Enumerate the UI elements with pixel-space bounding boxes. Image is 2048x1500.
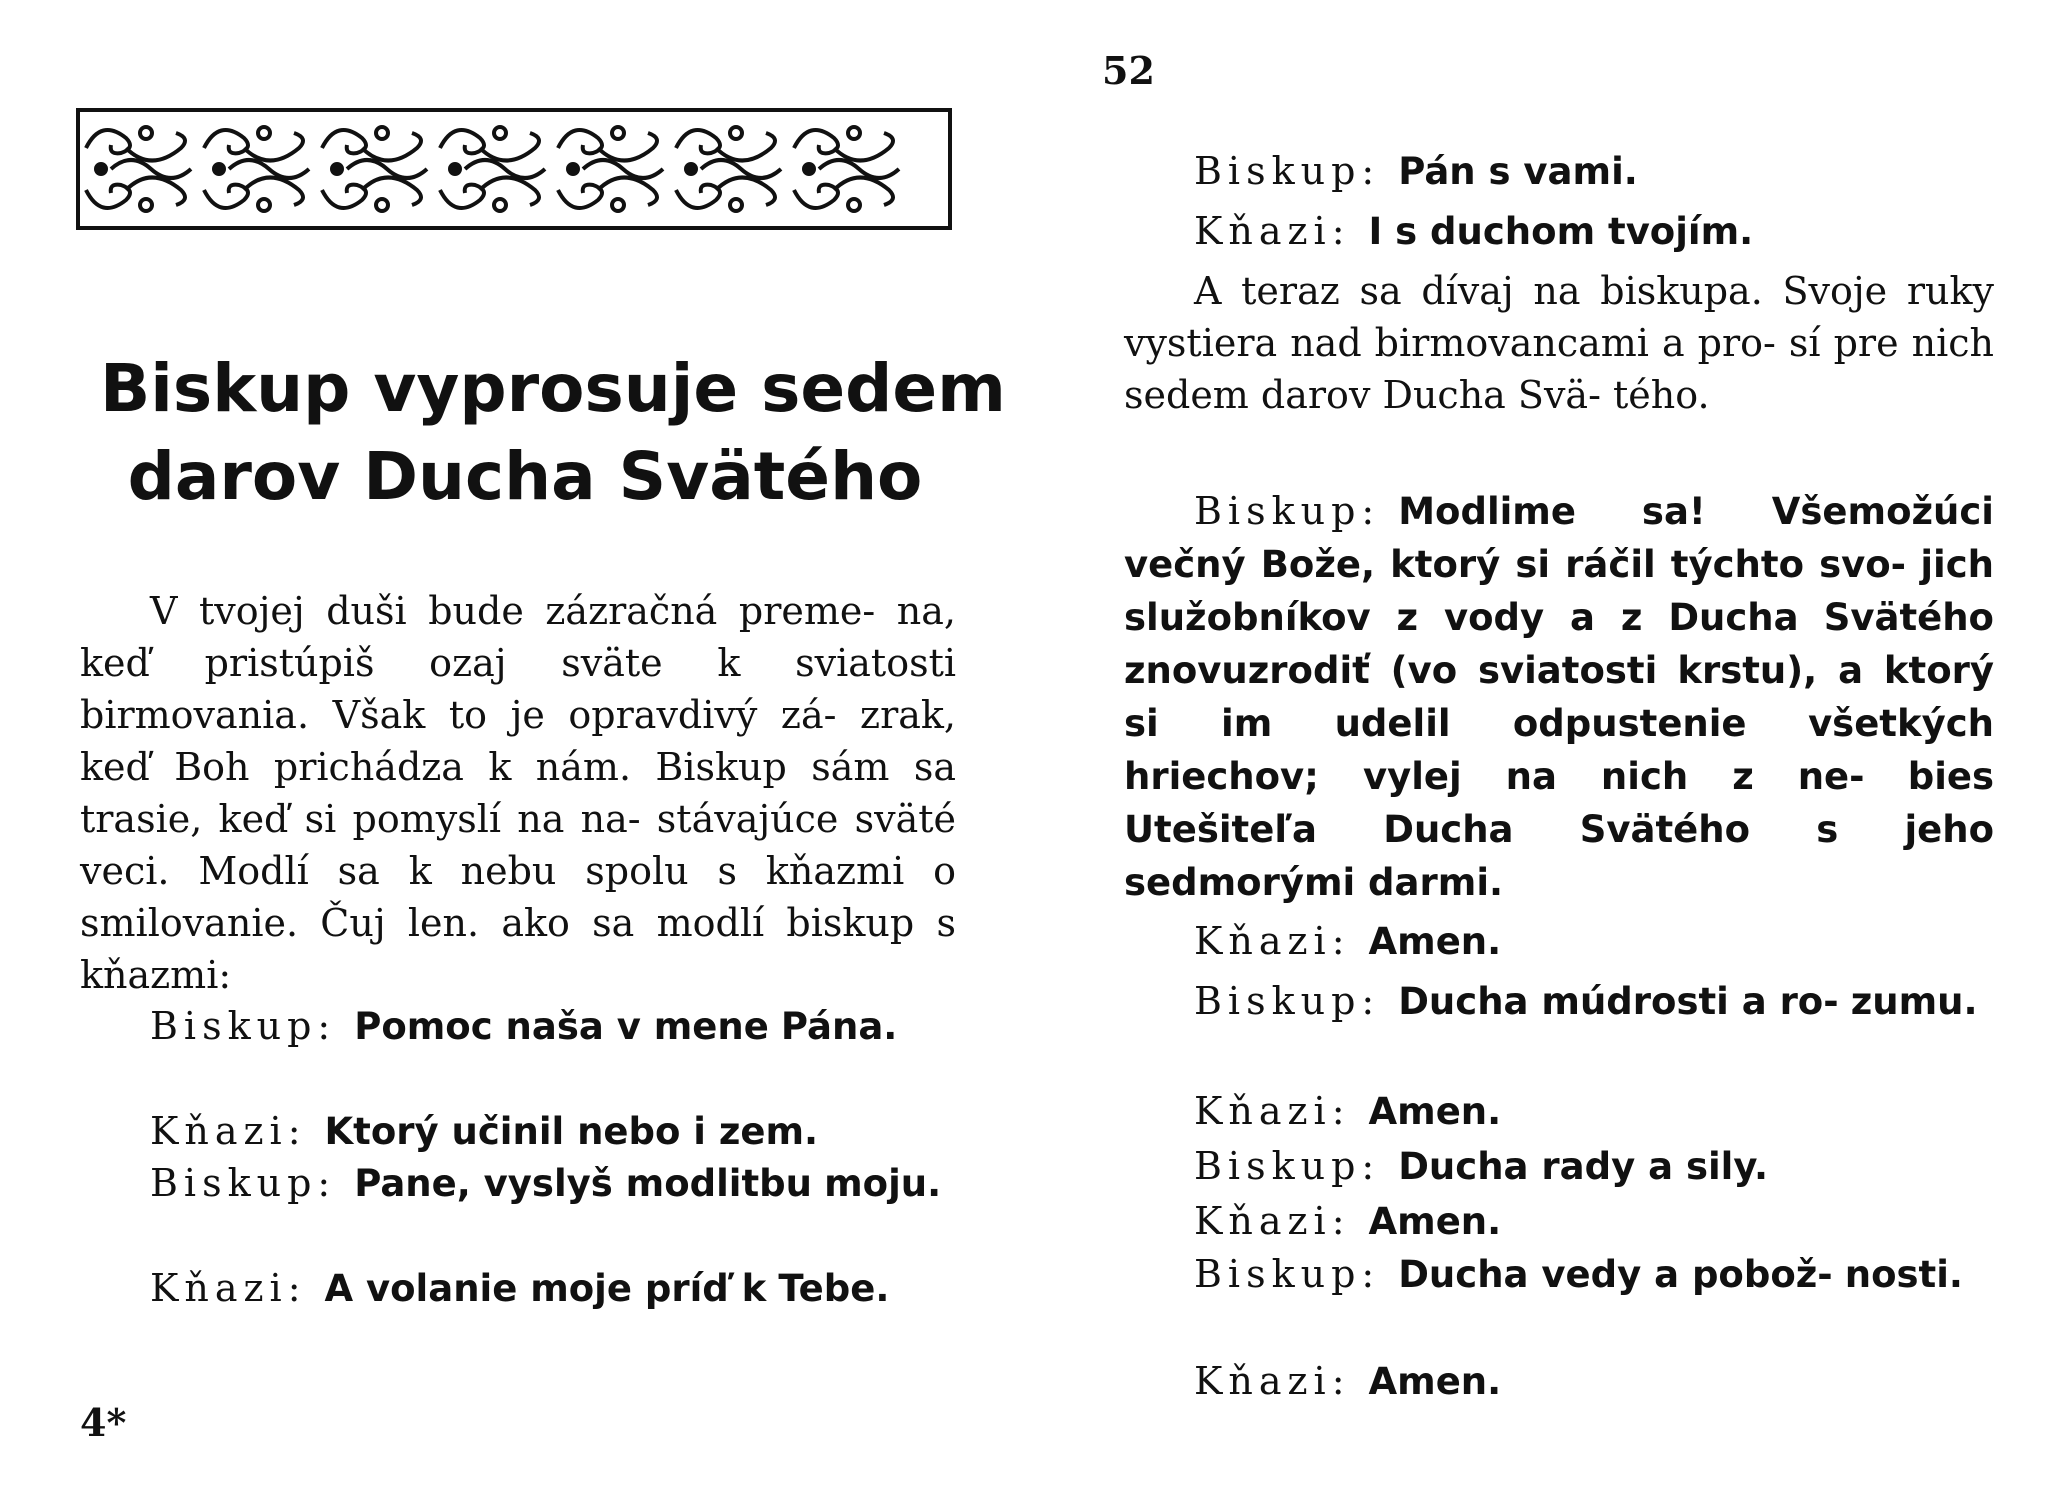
speaker-label: Biskup: [1194, 489, 1381, 533]
dialogue-text: Ducha rady a sily. [1398, 1145, 1769, 1188]
dialogue-line [1124, 975, 1994, 1028]
signature-mark: 4* [80, 1400, 127, 1445]
dialogue-text: Ducha vedy a pobož- [1398, 1253, 1833, 1296]
speaker-label: Kňazi: [1194, 919, 1351, 963]
dialogue-text: A volanie moje príď k [324, 1267, 767, 1310]
dialogue-line [1124, 915, 1994, 968]
right-page [1024, 0, 2048, 1500]
prayer-text: všetkých hriechov; vylej na nich z ne- [1124, 702, 1994, 798]
prayer-text: sedmorými darmi. [1124, 861, 1504, 904]
text-line: ruky vystiera nad birmovancami a pro- [1124, 269, 1994, 365]
dialogue-text: zumu. [1850, 980, 1978, 1023]
text-line: birmovania. Však to je opravdivý zá- [80, 693, 837, 737]
dialogue-line [1124, 1140, 1994, 1193]
speaker-label: Kňazi: [150, 1109, 307, 1153]
dialogue-text: Amen. [1368, 1360, 1502, 1403]
dialogue-line [1124, 1248, 1994, 1301]
dialogue-text: I s duchom tvojím. [1368, 210, 1754, 253]
speaker-label: Kňazi: [1194, 1199, 1351, 1243]
speaker-label: Biskup: [1194, 149, 1381, 193]
page-number: 52 [1102, 48, 1155, 93]
prayer-text: bies Utešiteľa Ducha Svätého s jeho [1124, 755, 1994, 851]
text-line: sí pre nich sedem darov Ducha Svä- [1124, 321, 1994, 417]
title-line-2: darov Ducha Svätého [127, 438, 923, 515]
speaker-label: Biskup: [150, 1004, 337, 1048]
prayer-text: jich služobníkov z vody a z Ducha [1124, 543, 1994, 639]
dialogue-text: Tebe. [778, 1267, 890, 1310]
dialogue-line [80, 1105, 956, 1158]
title-line-1: Biskup vyprosuje sedem [100, 350, 1006, 427]
text-line: ako sa modlí biskup s kňazmi: [80, 901, 956, 997]
speaker-label: Biskup: [1194, 1252, 1381, 1296]
prayer-paragraph [1124, 485, 1994, 909]
dialogue-line [1124, 1355, 1994, 1408]
dialogue-text: Amen. [1368, 920, 1502, 963]
dialogue-line [80, 1000, 956, 1053]
dialogue-text: nosti. [1844, 1253, 1963, 1296]
dialogue-text: Ktorý učinil nebo i zem. [324, 1110, 819, 1153]
dialogue-text: Pane, vyslyš modlitbu [354, 1162, 812, 1205]
dialogue-line [80, 1262, 956, 1315]
prayer-text: Svätého znovuzrodiť (vo sviatosti [1124, 596, 1994, 692]
text-line: tého. [1613, 373, 1710, 417]
text-line: spolu s kňazmi o smilovanie. Čuj len. [80, 849, 956, 945]
text-line: sám sa trasie, keď si pomyslí na na- [80, 745, 956, 841]
text-line: V tvojej duši bude zázračná preme- [150, 589, 876, 633]
dialogue-text: Pomoc naša v mene [354, 1005, 769, 1048]
text-line: na, keď pristúpiš ozaj sväte k sviatosti [80, 589, 956, 685]
page-title [100, 345, 1006, 521]
speaker-label: Biskup: [150, 1161, 337, 1205]
dialogue-text: Pán s vami. [1398, 150, 1638, 193]
dialogue-line [1124, 145, 1994, 198]
speaker-label: Kňazi: [1194, 1359, 1351, 1403]
text-line: stávajúce sväté veci. Modlí sa k nebu [80, 797, 956, 893]
speaker-label: Kňazi: [150, 1266, 307, 1310]
prayer-text: večný Bože, ktorý si ráčil týchto svo- [1124, 543, 1907, 586]
prayer-text: krstu), a ktorý si im udelil odpustenie [1124, 649, 1994, 745]
dialogue-text: Amen. [1368, 1090, 1502, 1133]
speaker-label: Kňazi: [1194, 1089, 1351, 1133]
text-line: A teraz sa dívaj na biskupa. Svoje [1194, 269, 1888, 313]
intro-paragraph [80, 585, 956, 1001]
prayer-text: Modlime sa! Všemožúci [1398, 490, 1994, 533]
text-line: zrak, keď Boh prichádza k nám. Biskup [80, 693, 956, 789]
speaker-label: Biskup: [1194, 979, 1381, 1023]
dialogue-line [1124, 1195, 1994, 1248]
speaker-label: Biskup: [1194, 1144, 1381, 1188]
dialogue-text: Amen. [1368, 1200, 1502, 1243]
dialogue-line [80, 1157, 956, 1210]
dialogue-text: Ducha múdrosti a ro- [1398, 980, 1839, 1023]
dialogue-line [1124, 205, 1994, 258]
speaker-label: Kňazi: [1194, 209, 1351, 253]
description-paragraph [1124, 265, 1994, 421]
ornament-border-icon [76, 108, 952, 230]
dialogue-text: Pána. [780, 1005, 898, 1048]
dialogue-line [1124, 1085, 1994, 1138]
dialogue-text: moju. [824, 1162, 942, 1205]
